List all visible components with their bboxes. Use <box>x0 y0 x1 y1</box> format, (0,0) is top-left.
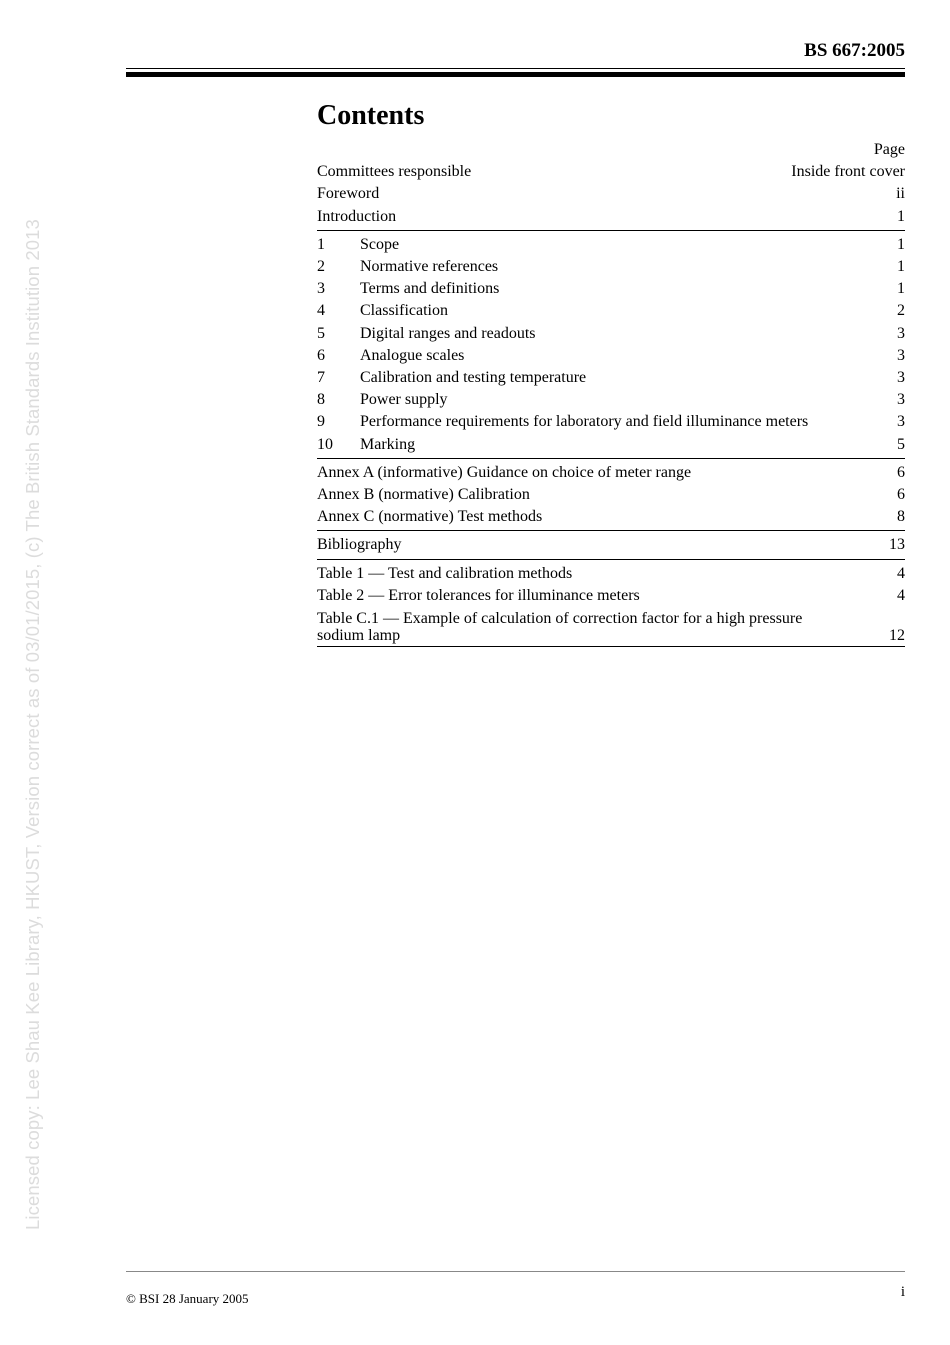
clause-page: 1 <box>897 258 905 276</box>
toc-tables <box>317 560 905 647</box>
copyright-notice: © BSI 28 January 2005 <box>126 1291 249 1306</box>
toc-table-entry[interactable] <box>317 563 905 585</box>
toc-entry-title: Introduction <box>317 207 397 225</box>
toc-clause-entry[interactable] <box>317 367 905 389</box>
toc-clause-entry[interactable] <box>317 345 905 367</box>
header-rule-thin <box>126 68 905 69</box>
clause-number: 2 <box>317 258 325 276</box>
table-page: 4 <box>897 586 905 604</box>
toc-annex-entry[interactable] <box>317 484 905 506</box>
toc-clause-entry[interactable] <box>317 300 905 322</box>
clause-number: 1 <box>317 235 325 253</box>
bibliography-title: Bibliography <box>317 536 402 554</box>
clause-number: 4 <box>317 302 325 320</box>
toc-annex-entry[interactable] <box>317 462 905 484</box>
clause-page: 1 <box>897 280 905 298</box>
table-title: Table 1 — Test and calibration methods <box>317 564 573 582</box>
bibliography-page: 13 <box>889 536 905 554</box>
clause-title: Performance requirements for laboratory and field illuminance meters <box>360 413 809 431</box>
toc-entry-page: ii <box>896 185 905 203</box>
table-of-contents <box>317 139 905 647</box>
toc-entry[interactable] <box>317 206 905 228</box>
clause-page: 3 <box>897 346 905 364</box>
toc-entry[interactable] <box>317 161 905 183</box>
toc-clauses <box>317 231 905 459</box>
clause-page: 1 <box>897 235 905 253</box>
annex-page: 6 <box>897 463 905 481</box>
clause-number: 6 <box>317 346 325 364</box>
document-id: BS 667:2005 <box>804 40 905 61</box>
toc-entry-page: 1 <box>897 207 905 225</box>
clause-title: Digital ranges and readouts <box>360 324 536 342</box>
table-page: 12 <box>889 627 905 645</box>
table-title: Table 2 — Error tolerances for illuminance meters <box>317 586 640 604</box>
page-column-label: Page <box>873 141 905 158</box>
toc-entry[interactable] <box>317 183 905 205</box>
license-watermark: Licensed copy: Lee Shau Kee Library, HKUST, Version correct as of 03/01/2015, (c) The British Standards Institution 2013 <box>22 219 43 1230</box>
toc-bibliography-entry[interactable] <box>317 534 905 556</box>
toc-clause-entry[interactable] <box>317 256 905 278</box>
clause-page: 3 <box>897 369 905 387</box>
clause-number: 5 <box>317 324 325 342</box>
contents-heading: Contents <box>317 100 425 131</box>
clause-number: 3 <box>317 280 325 298</box>
toc-entry-title: Foreword <box>317 185 380 203</box>
clause-title: Calibration and testing temperature <box>360 369 587 387</box>
clause-page: 5 <box>897 435 905 453</box>
toc-clause-entry[interactable] <box>317 323 905 345</box>
toc-table-entry[interactable] <box>317 607 905 644</box>
header-rule-thick <box>126 72 905 77</box>
toc-annex-entry[interactable] <box>317 506 905 528</box>
clause-number: 8 <box>317 391 325 409</box>
clause-page: 2 <box>897 302 905 320</box>
toc-entry-title: Committees responsible <box>317 163 472 181</box>
page-number: i <box>900 1284 905 1300</box>
toc-clause-entry[interactable] <box>317 234 905 256</box>
clause-title: Power supply <box>360 391 448 409</box>
clause-page: 3 <box>897 324 905 342</box>
toc-clause-entry[interactable] <box>317 278 905 300</box>
annex-page: 8 <box>897 508 905 526</box>
toc-front-matter <box>317 161 905 231</box>
toc-annexes <box>317 459 905 532</box>
clause-number: 9 <box>317 413 325 431</box>
annex-title: Annex C (normative) Test methods <box>317 508 543 526</box>
clause-page: 3 <box>897 391 905 409</box>
table-page: 4 <box>897 564 905 582</box>
toc-clause-entry[interactable] <box>317 389 905 411</box>
annex-title: Annex A (informative) Guidance on choice of meter range <box>317 463 692 481</box>
clause-title: Marking <box>360 435 416 453</box>
toc-entry-page: Inside front cover <box>791 163 905 181</box>
page-column-header <box>317 139 905 161</box>
table-title-line-1: Table C.1 — Example of calculation of correction factor for a high pressure <box>317 610 803 628</box>
clause-title: Scope <box>360 235 400 253</box>
annex-page: 6 <box>897 486 905 504</box>
footer-rule <box>126 1271 905 1272</box>
table-title-line-2: sodium lamp <box>317 627 401 645</box>
toc-clause-entry[interactable] <box>317 411 905 433</box>
toc-clause-entry[interactable] <box>317 434 905 456</box>
toc-bibliography <box>317 531 905 559</box>
clause-title: Classification <box>360 302 448 320</box>
clause-title: Analogue scales <box>360 346 465 364</box>
annex-title: Annex B (normative) Calibration <box>317 486 530 504</box>
clause-number: 7 <box>317 369 325 387</box>
table-title <box>317 610 881 644</box>
clause-title: Terms and definitions <box>360 280 500 298</box>
clause-number: 10 <box>317 435 333 453</box>
toc-table-entry[interactable] <box>317 585 905 607</box>
clause-page: 3 <box>897 413 905 431</box>
clause-title: Normative references <box>360 258 499 276</box>
